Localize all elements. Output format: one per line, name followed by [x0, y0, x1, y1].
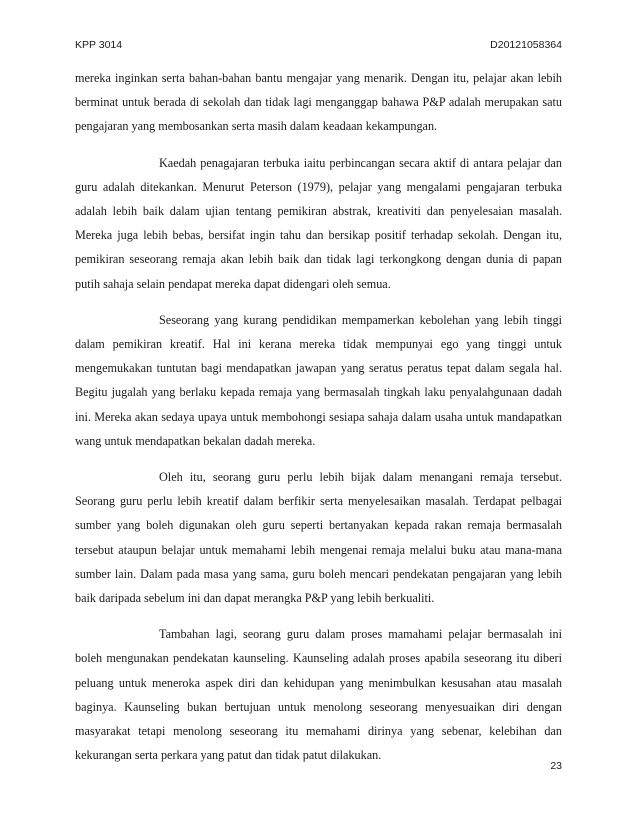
paragraph: Tambahan lagi, seorang guru dalam proses mamahami pelajar bermasalah ini boleh mengunakan pendekatan kaunseling. Kaunseling adalah proses apabila seseorang itu diberi peluang untuk meneroka aspek diri dan kehidupan yang menimbulkan kesusahan atau masalah baginya. Kaunseling bukan bertujuan untuk menolong seseorang menyesuaikan diri dengan masyarakat tetapi menolong seseorang itu memahami dirinya yang sebenar, kelebihan dan kekurangan serta perkara yang patut dan tidak patut dilakukan.	[75, 627, 562, 763]
paragraph: Oleh itu, seorang guru perlu lebih bijak dalam menangani remaja tersebut. Seorang guru perlu lebih kreatif dalam berfikir serta menyelesaikan masalah. Terdapat pelbagai sumber yang boleh digunakan oleh guru seperti bertanyakan kepada rakan remaja bermasalah tersebut ataupun belajar untuk memahami lebih mengenai remaja melalui buku atau mana-mana sumber lain. Dalam pada masa yang sama, guru boleh mencari pendekatan pengajaran yang lebih baik daripada sebelum ini dan dapat merangka P&P yang lebih berkualiti.	[75, 470, 562, 606]
page-number: 23	[550, 760, 562, 772]
page-header	[75, 36, 562, 54]
student-id: D20121058364	[490, 39, 562, 51]
paragraph: Seseorang yang kurang pendidikan mempamerkan kebolehan yang lebih tinggi dalam pemikiran kreatif. Hal ini kerana mereka tidak mempunyai ego yang tinggi untuk mengemukakan tuntutan bagi mendapatkan jawapan yang seratus peratus tepat dalam segala hal. Begitu jugalah yang berlaku kepada remaja yang bermasalah tingkah laku penyalahgunaan dadah ini. Mereka akan sedaya upaya untuk membohongi sesiapa sahaja dalam usaha untuk mandapatkan wang untuk mendapatkan bekalan dadah mereka.	[75, 312, 562, 448]
course-code: KPP 3014	[75, 39, 123, 51]
body-text	[75, 66, 562, 779]
paragraph-continuation: mereka inginkan serta bahan-bahan bantu mengajar yang menarik. Dengan itu, pelajar akan lebih berminat untuk berada di sekolah dan tidak lagi menganggap bahawa P&P adalah merupakan satu pengajaran yang membosankan serta masih dalam keadaan kekampungan.	[75, 71, 562, 134]
paragraph: Kaedah penagajaran terbuka iaitu perbincangan secara aktif di antara pelajar dan guru adalah ditekankan. Menurut Peterson (1979), pelajar yang mengalami pengajaran terbuka adalah lebih baik dalam ujian tentang pemikiran abstrak, kreativiti dan penyelesaian masalah. Mereka juga lebih bebas, bersifat ingin tahu dan bersikap positif terhadap sekolah. Dengan itu, pemikiran seseorang remaja akan lebih baik dan tidak lagi terkongkong dengan dunia di papan putih sahaja selain pendapat mereka dapat didengari oleh semua.	[75, 155, 562, 291]
